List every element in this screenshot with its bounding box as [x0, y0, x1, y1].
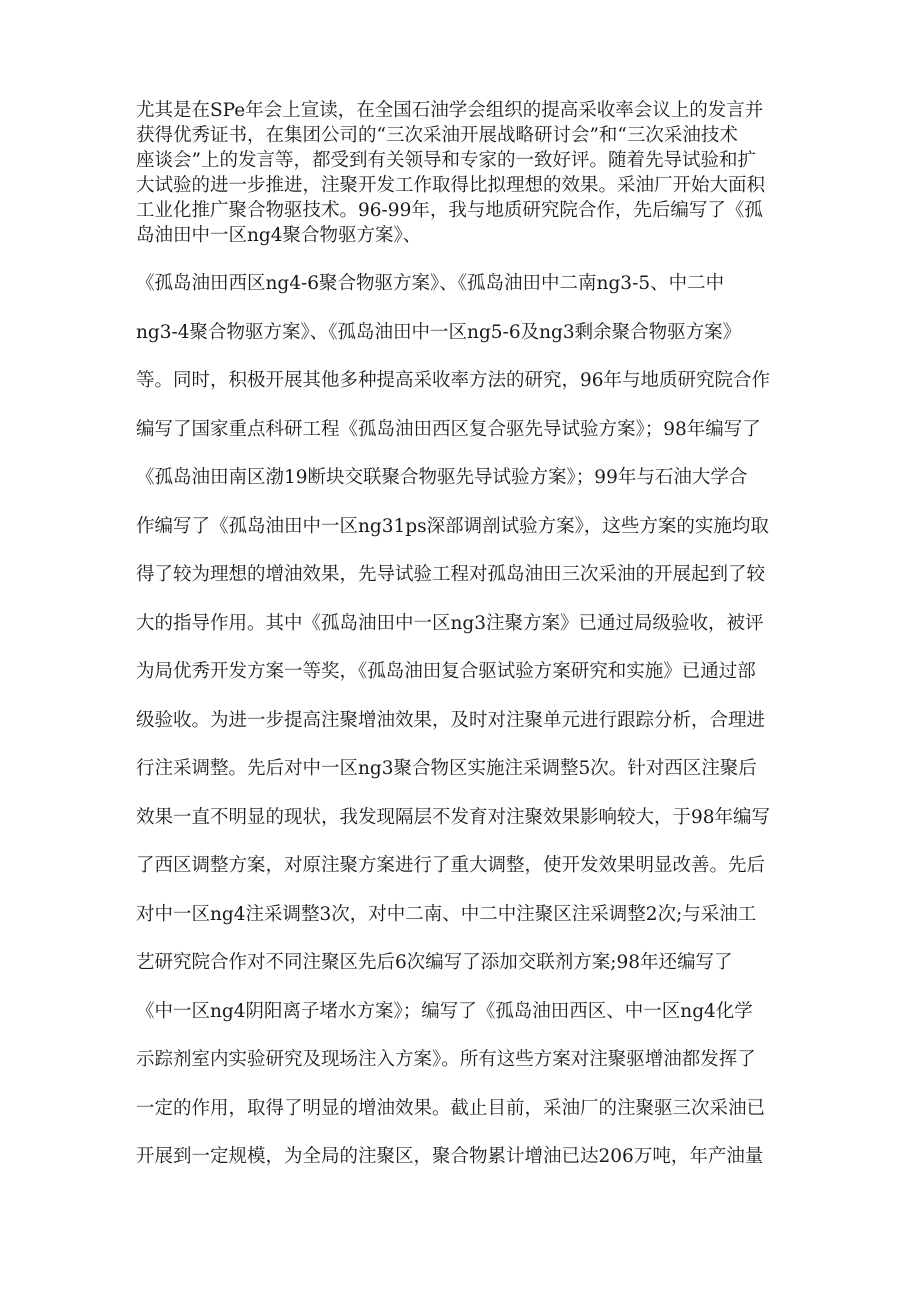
- text-line: 作编写了《孤岛油田中一区ng31ps深部调剖试验方案》，这些方案的实施均取: [136, 515, 769, 537]
- text-line: 一定的作用，取得了明显的增油效果。截止目前，采油厂的注聚驱三次采油已: [136, 1097, 766, 1119]
- text-line: 为局优秀开发方案一等奖，《孤岛油田复合驱试验方案研究和实施》已通过部: [136, 661, 756, 682]
- text-line: ng3-4聚合物驱方案》、《孤岛油田中一区ng5-6及ng3剩余聚合物驱方案》: [136, 321, 742, 343]
- text-line: 工业化推广聚合物驱技术。96-99年，我与地质研究院合作，先后编写了《孤: [136, 200, 763, 221]
- text-line: 得了较为理想的增油效果，先导试验工程对孤岛油田三次采油的开展起到了较: [136, 564, 766, 585]
- text-line: 大的指导作用。其中《孤岛油田中一区ng3注聚方案》已通过局级验收，被评: [136, 612, 764, 634]
- text-line: 座谈会”上的发言等，都受到有关领导和专家的一致好评。随着先导试验和扩: [136, 150, 756, 171]
- text-line: 对中一区ng4注采调整3次，对中二南、中二中注聚区注采调整2次;与采油工: [136, 903, 757, 925]
- text-line: 效果一直不明显的现状，我发现隔层不发育对注聚效果影响较大，于98年编写: [136, 806, 771, 828]
- text-line: 尤其是在SPe年会上宣读，在全国石油学会组织的提高采收率会议上的发言并: [136, 100, 764, 121]
- text-line: 《孤岛油田南区渤19断块交联聚合物驱先导试验方案》；99年与石油大学合: [136, 467, 748, 488]
- text-line: 编写了国家重点科研工程《孤岛油田西区复合驱先导试验方案》；98年编写了: [136, 418, 761, 440]
- text-line: 大试验的进一步推进，注聚开发工作取得比拟理想的效果。采油厂开始大面积: [136, 175, 766, 196]
- text-line: 《孤岛油田西区ng4-6聚合物驱方案》、《孤岛油田中二南ng3-5、中二中: [136, 273, 725, 294]
- text-line: 开展到一定规模，为全局的注聚区，聚合物累计增油已达206万吨，年产油量: [136, 1146, 764, 1167]
- text-line: 获得优秀证书，在集团公司的“三次采油开展战略研讨会”和“三次采油技术: [136, 125, 738, 146]
- text-line: 级验收。为进一步提高注聚增油效果，及时对注聚单元进行跟踪分析，合理进: [136, 709, 766, 731]
- text-line: 行注采调整。先后对中一区ng3聚合物区实施注采调整5次。针对西区注聚后: [136, 758, 757, 779]
- text-line: 《中一区ng4阴阳离子堵水方案》；编写了《孤岛油田西区、中一区ng4化学: [136, 1000, 753, 1022]
- text-line: 示踪剂室内实验研究及现场注入方案》。所有这些方案对注聚驱增油都发挥了: [136, 1049, 756, 1070]
- text-line: 艺研究院合作对不同注聚区先后6次编写了添加交联剂方案;98年还编写了: [136, 952, 733, 973]
- top-paragraph: [136, 98, 796, 248]
- text-line: 等。同时，积极开展其他多种提高采收率方法的研究，96年与地质研究院合作: [136, 370, 771, 391]
- text-line: 岛油田中一区ng4聚合物驱方案》、: [136, 225, 422, 246]
- text-line: 了西区调整方案，对原注聚方案进行了重大调整，使开发效果明显改善。先后: [136, 855, 766, 876]
- main-paragraph: [136, 268, 796, 1190]
